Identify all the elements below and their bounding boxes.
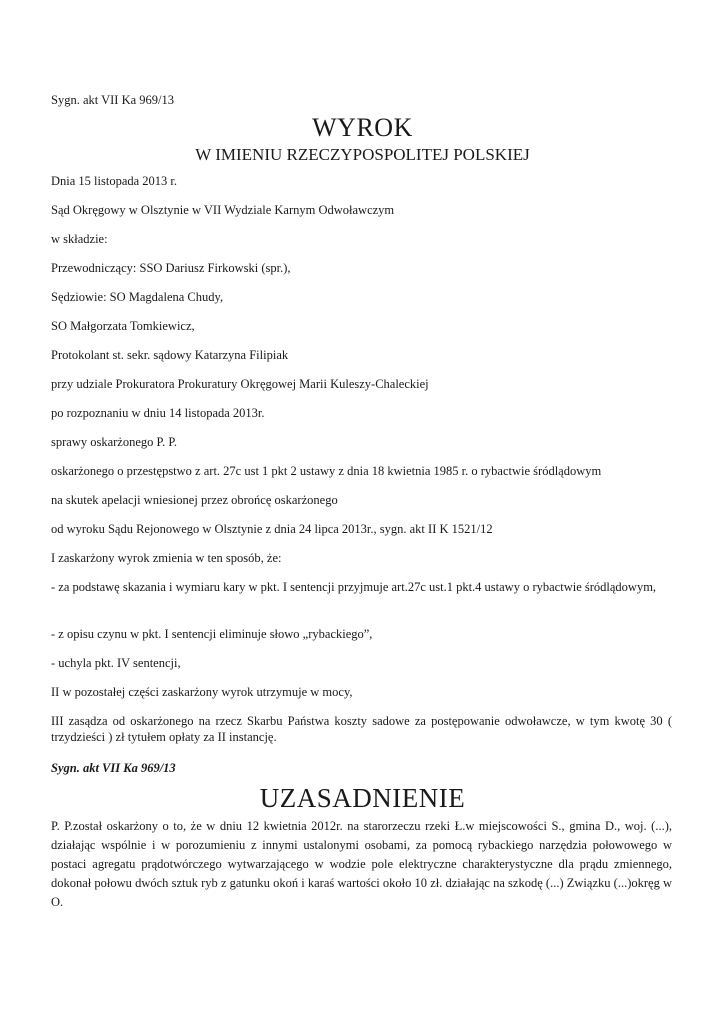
judges: Sędziowie: SO Magdalena Chudy, <box>51 290 224 304</box>
charge: oskarżonego o przestępstwo z art. 27c ust 1 pkt 2 ustawy z dnia 18 kwietnia 1985 r. o rybactwie śródlądowym <box>51 464 602 478</box>
verdict-title: WYROK <box>312 113 413 142</box>
hearing-date: po rozpoznaniu w dniu 14 listopada 2013r. <box>51 406 265 420</box>
prosecutor: przy udziale Prokuratora Prokuratury Okręgowej Marii Kuleszy-Chaleckiej <box>51 377 429 391</box>
case-defendant: sprawy oskarżonego P. P. <box>51 435 178 449</box>
appeal-basis: na skutek apelacji wniesionej przez obrońcę oskarżonego <box>51 493 338 507</box>
presiding-judge: Przewodniczący: SSO Dariusz Firkowski (spr.), <box>51 261 291 275</box>
lower-court-judgment: od wyroku Sądu Rejonowego w Olsztynie z dnia 24 lipca 2013r., sygn. akt II K 1521/12 <box>51 522 493 536</box>
verdict-point-1b: - z opisu czynu w pkt. I sentencji eliminuje słowo „rybackiego”, <box>51 627 373 641</box>
justification-paragraph: P. P.został oskarżony o to, że w dniu 12 kwietnia 2012r. na starorzeczu rzeki Ł.w miejscowości S., gmina D., woj. (...), działając wspólnie i w porozumieniu z innymi ustalonymi osobami, za pomocą rybackiego narzędzia połowowego w postaci agregatu prądotwórczego wytwarzającego w wodzie pole elektryczne charakterystyczne dla prądu zmiennego, dokonał połowu dwóch sztuk ryb z gatunku okoń i karaś wartości około 10 zł. działając na szkodę (...) Związku (...)okręg w O. <box>51 819 672 909</box>
court-clerk: Protokolant st. sekr. sądowy Katarzyna Filipiak <box>51 348 289 362</box>
judge-second: SO Małgorzata Tomkiewicz, <box>51 319 195 333</box>
verdict-point-3: III zasądza od oskarżonego na rzecz Skarbu Państwa koszty sadowe za postępowanie odwoławcze, w tym kwotę 30 ( trzydzieści ) zł tytułem opłaty za II instancję. <box>51 714 672 744</box>
composition-label: w składzie: <box>51 232 108 246</box>
verdict-point-1a: - za podstawę skazania i wymiaru kary w pkt. I sentencji przyjmuje art.27c ust.1 pkt.4 ustawy o rybactwie śródlądowym, <box>51 580 657 594</box>
verdict-date: Dnia 15 listopada 2013 r. <box>51 174 178 188</box>
verdict-point-2: II w pozostałej części zaskarżony wyrok utrzymuje w mocy, <box>51 685 353 699</box>
justification-title: UZASADNIENIE <box>259 783 466 813</box>
court-name: Sąd Okręgowy w Olsztynie w VII Wydziale Karnym Odwoławczym <box>51 203 395 217</box>
case-signature: Sygn. akt VII Ka 969/13 <box>51 93 175 107</box>
verdict-subtitle: W IMIENIU RZECZYPOSPOLITEJ POLSKIEJ <box>195 145 530 164</box>
justification-signature: Sygn. akt VII Ka 969/13 <box>51 761 176 775</box>
verdict-point-1: I zaskarżony wyrok zmienia w ten sposób, że: <box>51 551 282 565</box>
verdict-point-1c: - uchyla pkt. IV sentencji, <box>51 656 181 670</box>
